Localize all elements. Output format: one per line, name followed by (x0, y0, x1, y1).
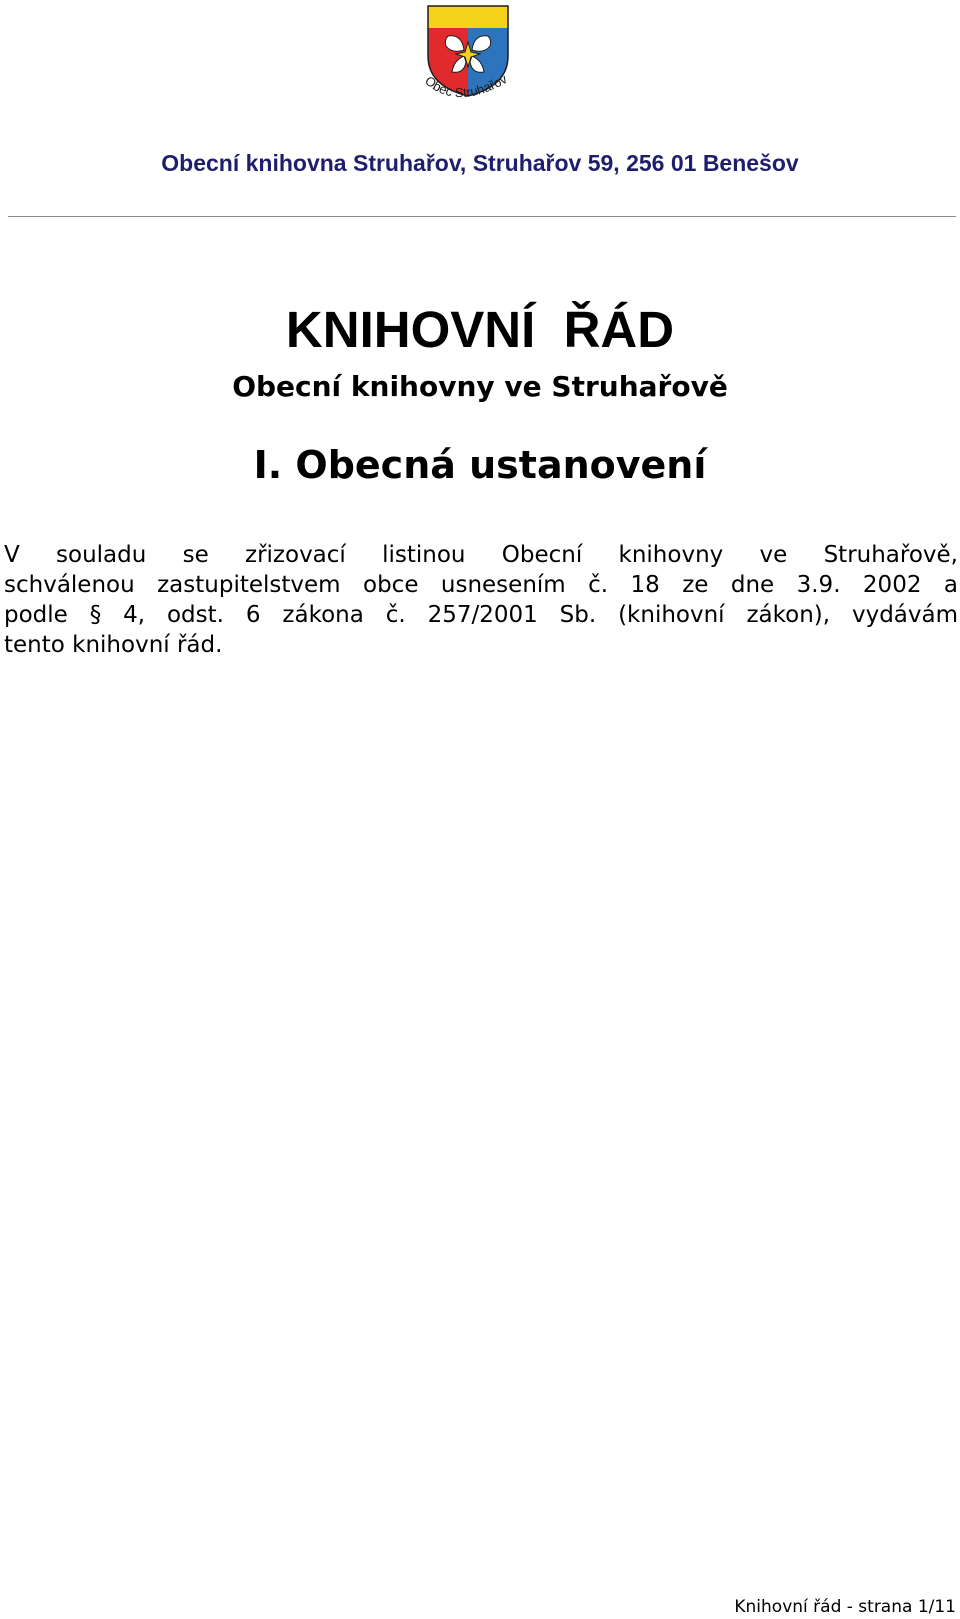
page-number-footer: Knihovní řád - strana 1/11 (734, 1597, 956, 1617)
header-divider (8, 216, 956, 217)
document-subtitle: Obecní knihovny ve Struhařově (232, 370, 728, 403)
svg-text:Obec Struhařov: Obec Struhařov (422, 71, 510, 101)
paragraph-line: tento knihovní řád. (4, 632, 223, 658)
document-title: KNIHOVNÍ ŘÁD (285, 301, 675, 358)
coat-of-arms-icon (418, 4, 518, 116)
section-paragraph (4, 540, 960, 660)
section-heading: I. Obecná ustanovení (253, 443, 707, 487)
library-address-header: Obecní knihovna Struhařov, Struhařov 59, 256 01 Benešov (161, 150, 799, 176)
paragraph-line: V souladu se zřizovací listinou Obecní knihovny ve Struhařově, (4, 542, 958, 568)
paragraph-line: podle § 4, odst. 6 zákona č. 257/2001 Sb. (knihovní zákon), vydávám (4, 602, 958, 628)
paragraph-line: schválenou zastupitelstvem obce usnesením č. 18 ze dne 3.9. 2002 a (4, 572, 958, 598)
